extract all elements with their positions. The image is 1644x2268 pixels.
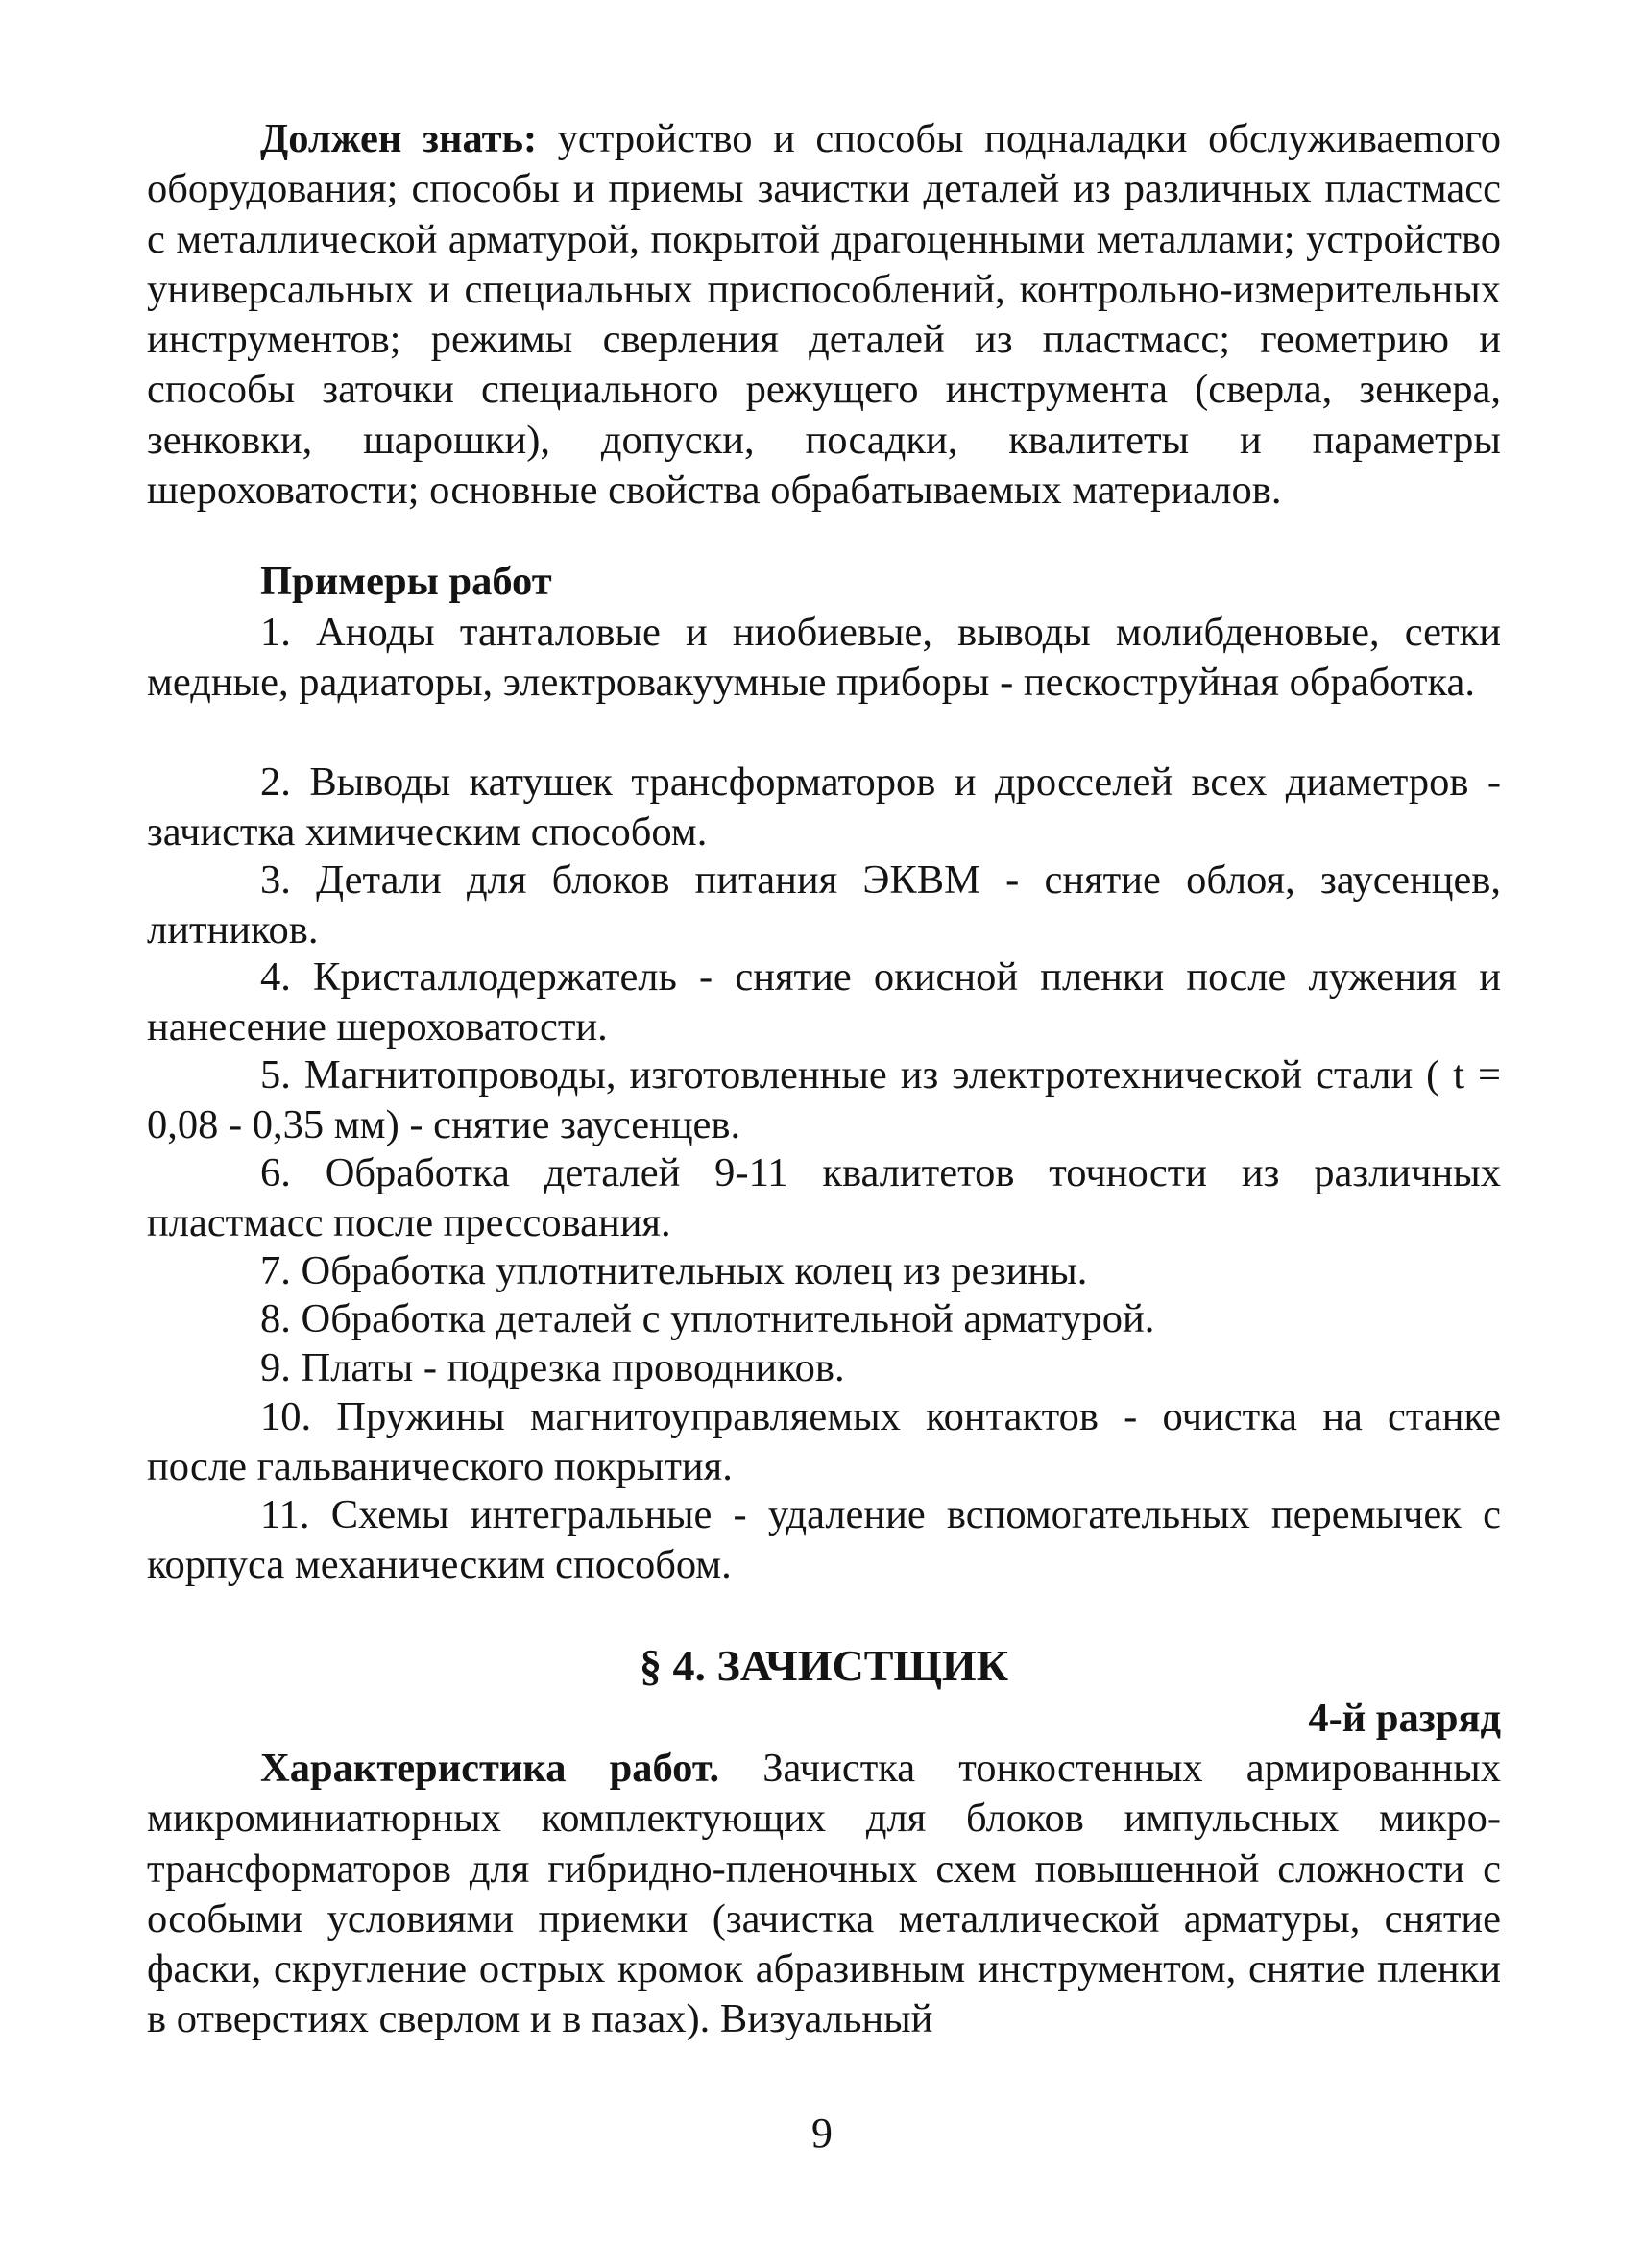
characteristic-paragraph bbox=[147, 1744, 1501, 2045]
example-item-4: 4. Кристаллодержатель - снятие окисной пленки после лужения и нанесение шероховатости. bbox=[147, 954, 1501, 1050]
example-item-1: 1. Аноды танталовые и ниобиевые, выводы молибденовые, сетки медные, радиаторы, электровакуумные приборы - пескоструйная обработка. bbox=[147, 610, 1501, 706]
section-title: § 4. ЗАЧИСТЩИК bbox=[639, 1641, 1009, 1690]
must-know-paragraph bbox=[147, 114, 1501, 516]
must-know-text: устройство и способы подналадки обслуживаеmого оборудования; способы и приемы зачистки деталей из различных пластмасс с металлической арматурой, покрытой драгоценными металлами; устройство универсальных и специальных приспособлений, контрольно-измерительных инструментов; режимы сверления деталей из пластмасс; геометрию и способы заточки специального режущего инструмента (сверла, зенкера, зенковки, шарошки), допуски, посадки, квалитеты и параметры шероховатости; основные свойства обрабатываемых материалов. bbox=[147, 116, 1501, 514]
example-item-8: 8. Обработка деталей с уплотнительной арматурой. bbox=[260, 1296, 1155, 1341]
grade-label: 4-й разряд bbox=[1308, 1696, 1501, 1741]
characteristic-label: Характеристика работ. bbox=[260, 1746, 720, 1791]
example-item-5: 5. Магнитопроводы, изготовленные из электротехнической стали ( t = 0,08 - 0,35 мм) - снятие заусенцев. bbox=[147, 1052, 1501, 1148]
example-item-11: 11. Схемы интегральные - удаление вспомогательных перемычек с корпуса механическим способом. bbox=[147, 1492, 1501, 1588]
example-item-3: 3. Детали для блоков питания ЭКВМ - снятие облоя, заусенцев, литников. bbox=[147, 857, 1501, 953]
example-item-7: 7. Обработка уплотнительных колец из резины. bbox=[260, 1248, 1088, 1293]
example-item-9: 9. Платы - подрезка проводников. bbox=[260, 1345, 845, 1390]
examples-heading: Примеры работ bbox=[260, 559, 552, 604]
example-item-2: 2. Выводы катушек трансформаторов и дросселей всех диаметров - зачистка химическим способом. bbox=[147, 760, 1501, 856]
must-know-label: Должен знать: bbox=[260, 116, 538, 161]
characteristic-text: Зачистка тонкостенных армированных микроминиатюрных комплектующих для блоков импульсных микротрансформаторов для гибридно-пленочных схем повышенной сложности с особыми условиями приемки (зачистка металлической арматуры, снятие фаски, скругление острых кромок абразивным инструментом, снятие пленки в отверстиях сверлом и в пазах). Визуальный bbox=[147, 1746, 1501, 2042]
example-item-10: 10. Пружины магнитоуправляемых контактов - очистка на станке после гальванического покрытия. bbox=[147, 1394, 1501, 1490]
example-item-6: 6. Обработка деталей 9-11 квалитетов точности из различных пластмасс после прессования. bbox=[147, 1150, 1501, 1246]
page-number: 9 bbox=[811, 2110, 833, 2157]
